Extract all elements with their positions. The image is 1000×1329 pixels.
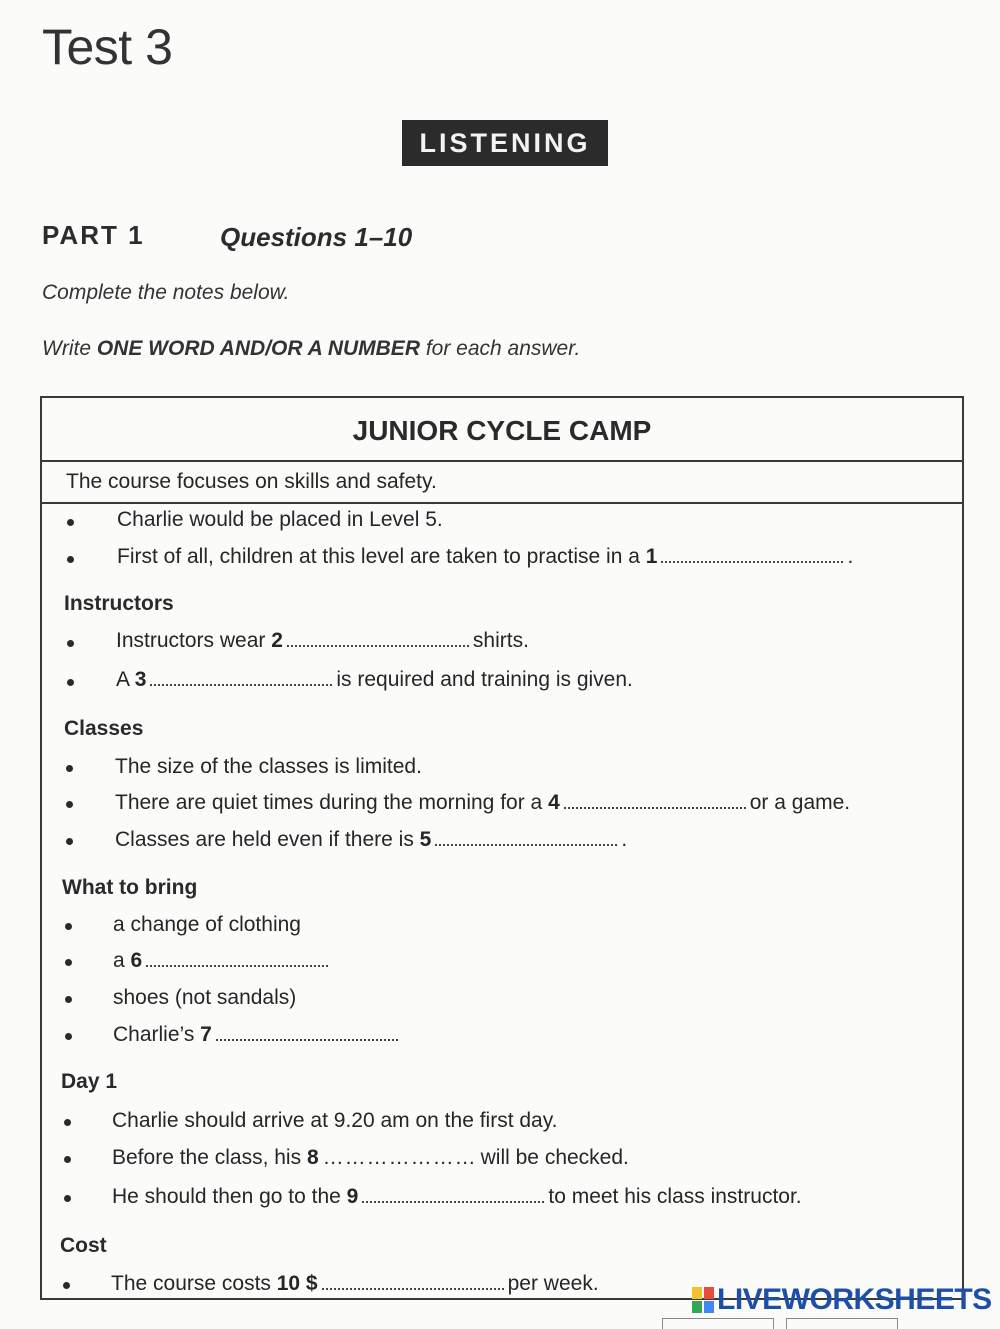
questions-label: Questions 1–10 — [220, 222, 413, 252]
note-line-q7 — [113, 1023, 402, 1047]
liveworksheets-logo — [692, 1283, 992, 1317]
note-text: Before the class, his — [112, 1146, 307, 1169]
answer-blank-6[interactable] — [146, 953, 328, 967]
bullet-icon — [67, 519, 74, 526]
note-text: The course costs — [111, 1272, 277, 1295]
instruction-emphasis: ONE WORD AND/OR A NUMBER — [96, 337, 420, 360]
note-line: a change of clothing — [113, 913, 301, 936]
question-number: 1 — [645, 545, 658, 568]
note-line-q6 — [113, 949, 332, 973]
question-number: 9 — [346, 1185, 359, 1208]
answer-blank-8[interactable]: ………………… — [322, 1146, 477, 1169]
section-heading-cost: Cost — [60, 1234, 107, 1257]
question-number: 8 — [306, 1146, 319, 1169]
bullet-icon — [63, 1282, 70, 1289]
instruction-complete-notes: Complete the notes below. — [42, 281, 290, 304]
bullet-icon — [65, 996, 72, 1003]
bullet-icon — [67, 640, 74, 647]
question-number: 3 — [134, 668, 147, 691]
note-line-q3 — [116, 668, 633, 692]
note-text: First of all, children at this level are taken to practise in a — [117, 545, 646, 568]
section-heading-classes: Classes — [64, 717, 144, 740]
bullet-icon — [67, 556, 74, 563]
section-heading-instructors: Instructors — [64, 592, 174, 615]
note-text: is required and training is given. — [336, 668, 633, 691]
note-text: . — [621, 828, 628, 851]
question-number: 2 — [271, 629, 283, 652]
note-text: There are quiet times during the morning for a — [115, 791, 549, 814]
answer-blank-7[interactable] — [216, 1027, 398, 1041]
notes-table — [40, 396, 964, 1300]
note-text: Classes are held even if there is — [115, 828, 420, 851]
note-text: or a game. — [749, 791, 851, 814]
section-heading-day-1: Day 1 — [61, 1070, 118, 1093]
note-line: The size of the classes is limited. — [115, 755, 422, 778]
note-text: to meet his class instructor. — [548, 1185, 802, 1208]
answer-blank-4[interactable] — [564, 795, 746, 809]
answer-blank-1[interactable] — [661, 549, 843, 563]
bullet-icon — [67, 679, 74, 686]
bullet-icon — [66, 838, 73, 845]
bullet-icon — [65, 923, 72, 930]
note-line-q8 — [112, 1146, 629, 1170]
note-text: . — [847, 545, 854, 568]
note-text: per week. — [507, 1272, 599, 1295]
note-line-q5 — [115, 828, 627, 852]
note-text: a — [113, 949, 131, 972]
note-line-q10 — [111, 1272, 599, 1296]
note-text: Charlie’s — [113, 1023, 201, 1046]
note-line: Charlie would be placed in Level 5. — [117, 508, 443, 531]
note-text: will be checked. — [480, 1146, 629, 1169]
question-number: 10 $ — [276, 1272, 318, 1295]
bullet-icon — [64, 1119, 71, 1126]
note-text: He should then go to the — [112, 1185, 347, 1208]
answer-blank-5[interactable] — [435, 832, 617, 846]
liveworksheets-brand: LIVEWORKSHEETS — [717, 1283, 992, 1316]
bullet-icon — [64, 1156, 71, 1163]
bullet-icon — [64, 1195, 71, 1202]
answer-blank-9[interactable] — [362, 1189, 544, 1203]
bullet-icon — [66, 765, 73, 772]
note-line: shoes (not sandals) — [113, 986, 297, 1009]
bullet-icon — [65, 1033, 72, 1040]
bullet-icon — [65, 959, 72, 966]
note-line-q2 — [116, 629, 529, 653]
question-number: 4 — [548, 791, 560, 814]
instruction-text: for each answer. — [419, 337, 581, 360]
note-text: shirts. — [472, 629, 529, 652]
question-number: 5 — [419, 828, 432, 851]
question-number: 6 — [130, 949, 143, 972]
note-text: A — [116, 668, 135, 691]
answer-blank-2[interactable] — [287, 633, 469, 647]
instruction-text: Write — [42, 337, 97, 360]
question-number: 7 — [200, 1023, 212, 1046]
bullet-icon — [66, 801, 73, 808]
note-line-q9 — [112, 1185, 802, 1209]
notes-title: JUNIOR CYCLE CAMP — [42, 398, 962, 462]
part-label: PART 1 — [42, 220, 145, 250]
test-title: Test 3 — [42, 19, 173, 75]
note-text: Instructors wear — [116, 629, 272, 652]
section-badge: LISTENING — [402, 120, 608, 166]
notes-intro: The course focuses on skills and safety. — [42, 462, 962, 504]
note-line-q1 — [117, 545, 853, 569]
note-line: Charlie should arrive at 9.20 am on the first day. — [112, 1109, 558, 1132]
answer-blank-10[interactable] — [322, 1276, 504, 1290]
instruction-word-limit — [42, 337, 580, 361]
liveworksheets-logo-icon — [692, 1287, 714, 1313]
section-heading-what-to-bring: What to bring — [62, 876, 198, 899]
answer-blank-3[interactable] — [150, 672, 332, 686]
note-line-q4 — [115, 791, 850, 815]
